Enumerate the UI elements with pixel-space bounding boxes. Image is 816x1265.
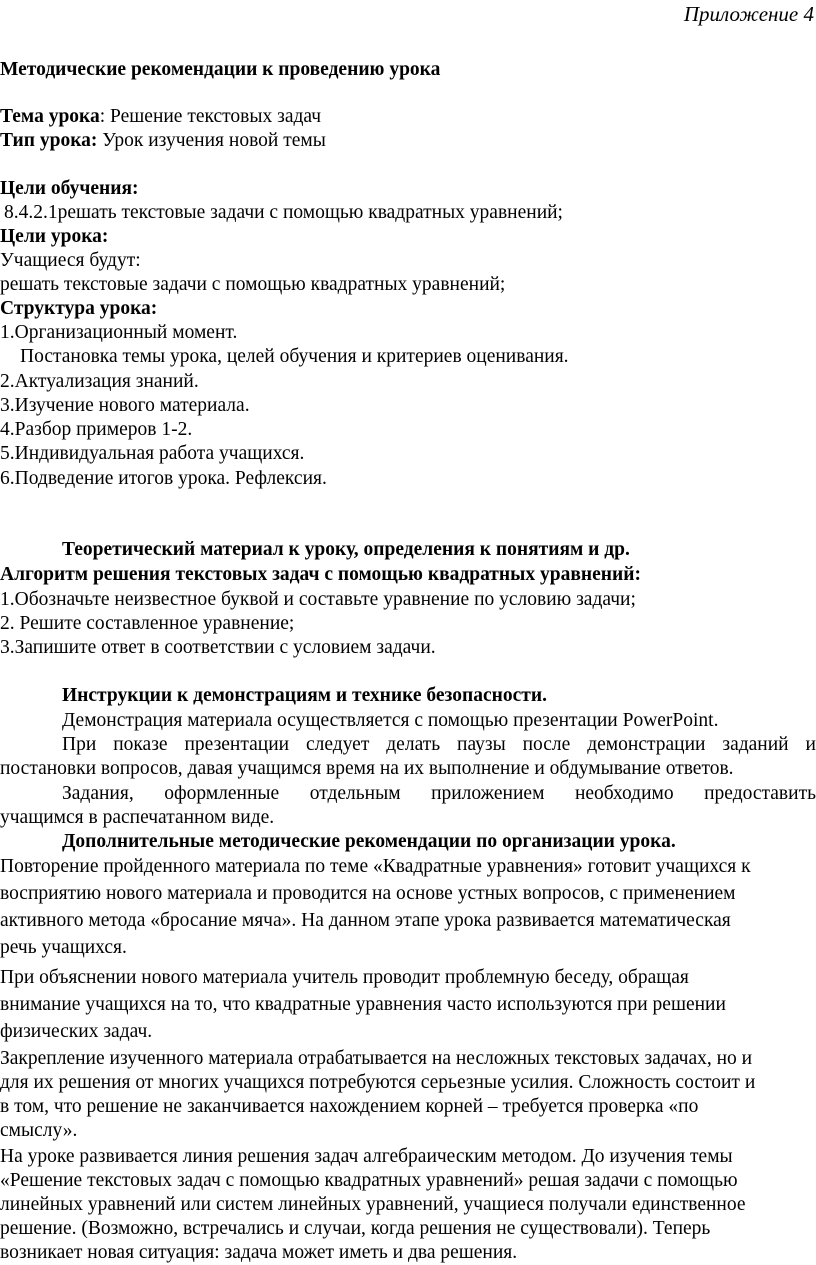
word: показе (113, 734, 168, 755)
additional-line: внимание учащихся на то, что квадратные уравнения часто используются при решении (0, 994, 726, 1015)
algorithm-step: 3.Запишите ответ в соответствии с условием задачи. (0, 637, 436, 658)
lesson-goals-intro: Учащиеся будут: (0, 250, 141, 271)
additional-line: речь учащихся. (0, 937, 127, 958)
word: необходимо (574, 783, 674, 804)
structure-item: 1.Организационный момент. (0, 322, 238, 343)
topic-label: Тема урока (0, 106, 100, 127)
type-line (0, 129, 326, 153)
algorithm-heading: Алгоритм решения текстовых задач с помощью квадратных уравнений: (0, 564, 641, 585)
additional-line: На уроке развивается линия решения задач алгебраическим методом. До изучения темы (0, 1146, 733, 1167)
additional-line: линейных уравнений или систем линейных уравнений, учащиеся получали единственное (0, 1194, 746, 1215)
algorithm-step: 1.Обозначьте неизвестное буквой и составьте уравнение по условию задачи; (0, 589, 636, 610)
additional-line: восприятию нового материала и проводится на основе устных вопросов, с применением (0, 883, 736, 904)
type-label: Тип урока: (0, 130, 98, 151)
word: демонстрации (587, 734, 706, 755)
word: приложением (431, 783, 545, 804)
word: оформленные (164, 783, 280, 804)
additional-line: активного метода «бросание мяча». На данном этапе урока развивается математическая (0, 910, 731, 931)
instructions-paragraph-line (0, 733, 816, 757)
word: отдельным (309, 783, 401, 804)
instructions-heading: Инструкции к демонстрациям и технике безопасности. (62, 685, 547, 706)
additional-line: для их решения от многих учащихся потребуются серьезные усилия. Сложность состоит и (0, 1072, 756, 1093)
additional-heading: Дополнительные методические рекомендации по организации урока. (62, 831, 676, 852)
topic-line (0, 105, 321, 129)
type-value: Урок изучения новой темы (97, 130, 326, 151)
structure-item: 5.Индивидуальная работа учащихся. (0, 443, 305, 464)
additional-line: смыслу». (0, 1120, 78, 1141)
lesson-goals-heading: Цели урока: (0, 226, 109, 247)
additional-line: Повторение пройденного материала по теме «Квадратные уравнения» готовит учащихся к (0, 856, 751, 877)
additional-line: Закрепление изученного материала отрабатывается на несложных текстовых задачах, но и (0, 1048, 753, 1069)
additional-line: физических задач. (0, 1021, 153, 1042)
document-title: Методические рекомендации к проведению урока (0, 59, 441, 80)
learning-goals-heading: Цели обучения: (0, 178, 139, 199)
word: следует (305, 734, 370, 755)
additional-line: При объяснении нового материала учитель проводит проблемную беседу, обращая (0, 967, 689, 988)
topic-value: : Решение текстовых задач (99, 106, 322, 127)
instructions-paragraph: Демонстрация материала осуществляется с помощью презентации PowerPoint. (62, 710, 719, 731)
additional-line: «Решение текстовых задач с помощью квадратных уравнений» решая задачи с помощью (0, 1170, 738, 1191)
structure-item: 4.Разбор примеров 1-2. (0, 419, 193, 440)
structure-item: 2.Актуализация знаний. (0, 371, 199, 392)
structure-heading: Структура урока: (0, 298, 158, 319)
word: презентации (184, 734, 290, 755)
appendix-label: Приложение 4 (683, 2, 814, 26)
word: При (62, 734, 97, 755)
instructions-paragraph-line: учащимся в распечатанном виде. (0, 807, 275, 828)
additional-line: решение. (Возможно, встречались и случаи, когда решения не существовали). Теперь (0, 1218, 711, 1239)
word: Задания, (62, 783, 134, 804)
algorithm-step: 2. Решите составленное уравнение; (0, 613, 295, 634)
structure-item: 3.Изучение нового материала. (0, 395, 250, 416)
instructions-paragraph-line (0, 782, 816, 806)
word: предоставить (704, 783, 816, 804)
learning-goal-item: 8.4.2.1решать текстовые задачи с помощью квадратных уравнений; (4, 202, 563, 223)
theory-heading: Теоретический материал к уроку, определения к понятиям и др. (62, 539, 630, 560)
word: и (805, 734, 816, 755)
additional-line: возникает новая ситуация: задача может иметь и два решения. (0, 1242, 518, 1263)
word: делать (386, 734, 441, 755)
word: после (522, 734, 571, 755)
structure-item: 6.Подведение итогов урока. Рефлексия. (0, 468, 327, 489)
structure-item: Постановка темы урока, целей обучения и критериев оценивания. (20, 346, 569, 367)
word: заданий (722, 734, 789, 755)
instructions-paragraph-line: постановки вопросов, давая учащимся время на их выполнение и обдумывание ответов. (0, 758, 734, 779)
word: паузы (457, 734, 506, 755)
lesson-goal-item: решать текстовые задачи с помощью квадратных уравнений; (0, 274, 506, 295)
additional-line: в том, что решение не заканчивается нахождением корней – требуется проверка «по (0, 1096, 699, 1117)
